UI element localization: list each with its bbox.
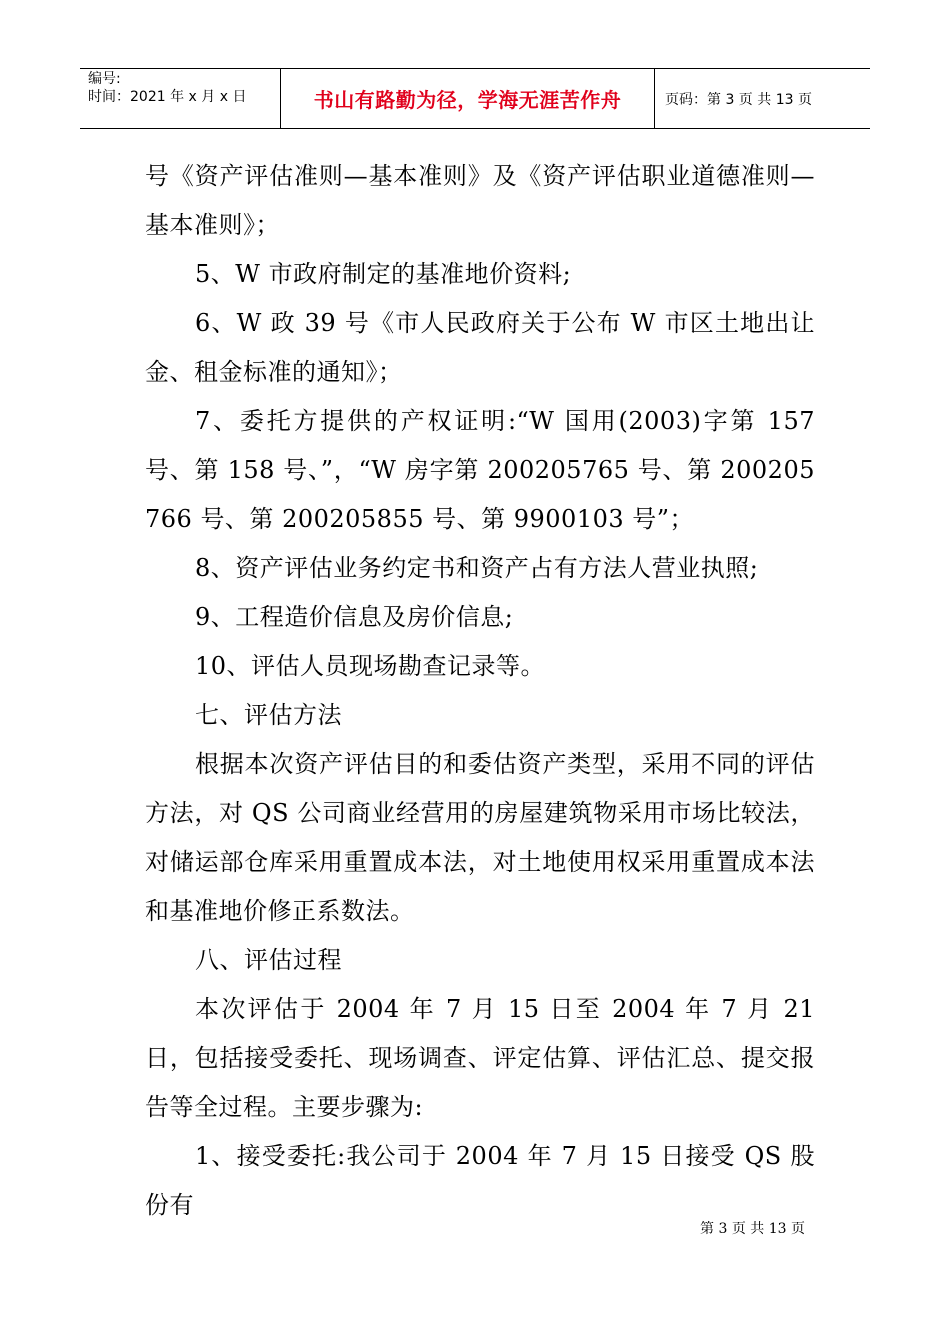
header-page-number: 页码：第 3 页 共 13 页	[665, 91, 812, 108]
header-motto-cell	[281, 69, 655, 128]
body-paragraph: 根据本次资产评估目的和委估资产类型，采用不同的评估方法，对 QS 公司商业经营用的房屋建筑物采用市场比较法，对储运部仓库采用重置成本法，对土地使用权采用重置成本法和基准地价修正系数法。	[145, 750, 815, 925]
body-paragraph: 6、W 政 39 号《市人民政府关于公布 W 市区土地出让金、租金标准的通知》；	[145, 309, 815, 386]
body-paragraph: 号《资产评估准则—基本准则》及《资产评估职业道德准则—基本准则》；	[145, 162, 815, 239]
header-page-cell	[655, 69, 870, 128]
document-body	[145, 152, 815, 1230]
body-paragraph: 八、评估过程	[195, 946, 342, 974]
body-paragraph: 8、资产评估业务约定书和资产占有方法人营业执照;	[195, 554, 759, 582]
body-paragraph: 10、评估人员现场勘查记录等。	[195, 652, 546, 680]
body-paragraph: 5、W 市政府制定的基准地价资料;	[195, 260, 572, 288]
header-motto: 书山有路勤为径，学海无涯苦作舟	[313, 88, 622, 112]
body-paragraph: 1、接受委托:我公司于 2004 年 7 月 15 日接受 QS 股份有	[145, 1142, 815, 1219]
header-meta-cell	[80, 69, 281, 128]
body-paragraph: 9、工程造价信息及房价信息;	[195, 603, 514, 631]
body-paragraph: 本次评估于 2004 年 7 月 15 日至 2004 年 7 月 21 日，包括接受委托、现场调查、评定估算、评估汇总、提交报告等全过程。主要步骤为:	[145, 995, 815, 1121]
document-date: 时间：2021 年 x 月 x 日	[88, 89, 247, 105]
document-number-label: 编号:	[88, 71, 121, 87]
body-paragraph: 7、委托方提供的产权证明:“W 国用(2003)字第 157 号、第 158 号、”，“W 房字第 200205765 号、第 200205766 号、第 200205855 号、第 9900103 号”；	[145, 407, 815, 533]
body-paragraph: 七、评估方法	[195, 701, 342, 729]
footer-page-number: 第 3 页 共 13 页	[700, 1221, 805, 1237]
page-header	[80, 68, 870, 129]
